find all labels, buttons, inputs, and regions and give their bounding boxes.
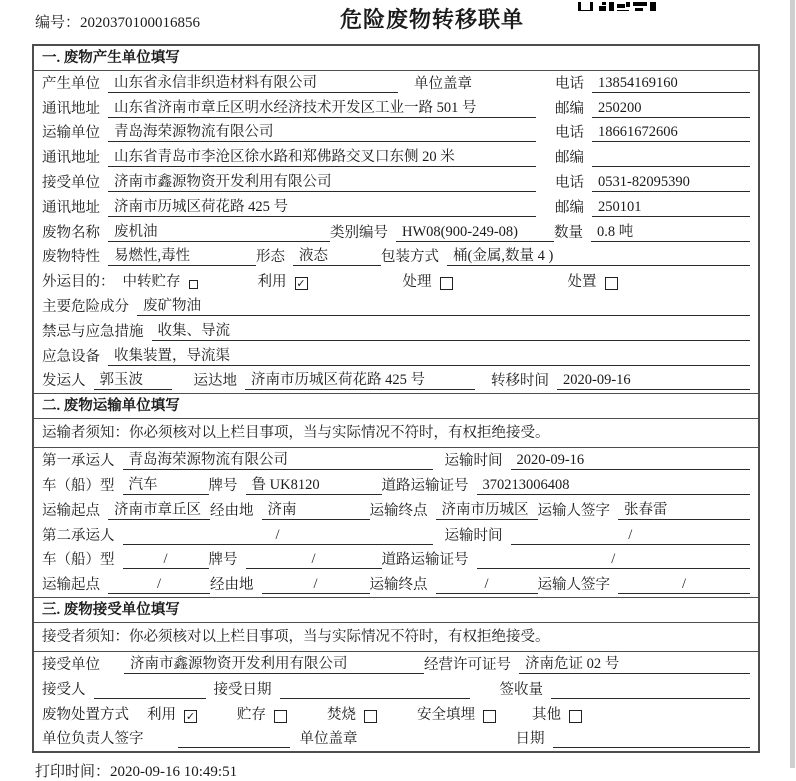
checkbox-unchecked-icon: [274, 710, 287, 723]
field-label: 第二承运人: [42, 527, 115, 544]
field-value: 2020-09-16: [557, 372, 750, 390]
field-label: 贮存: [237, 706, 266, 723]
field-label: 产生单位: [42, 75, 100, 92]
field-label: 经由地: [210, 577, 254, 594]
field-label: 单位盖章: [414, 75, 472, 92]
field-label: 运输人签字: [537, 577, 610, 594]
checkbox-checked-icon: ✓: [185, 709, 196, 723]
field-label: 禁忌与应急措施: [42, 323, 144, 340]
field-value: [178, 730, 290, 748]
field-label: 利用: [147, 706, 176, 723]
form-row: [34, 498, 758, 523]
field-value: 汽车: [123, 473, 209, 495]
field-label: 数量: [554, 224, 583, 241]
field-value: /: [123, 527, 433, 545]
field-value: /: [477, 551, 751, 569]
field-label: 牌号: [208, 477, 238, 494]
field-label: 类别编号: [330, 224, 388, 241]
field-value: 0.8 吨: [591, 220, 750, 242]
form-row: [34, 727, 758, 752]
field-label: 安全填埋: [417, 706, 475, 723]
form-row: [34, 269, 758, 294]
field-value: 收集装置，导流渠: [108, 344, 750, 366]
field-value: /: [436, 576, 538, 594]
field-value: 济南市历城区荷花路 425 号: [108, 195, 536, 217]
form-row: [34, 294, 758, 319]
field-value: 青岛海荣源物流有限公司: [108, 120, 536, 142]
page-edge: [790, 0, 795, 768]
field-label: 通讯地址: [42, 150, 100, 167]
field-label: 接受单位: [42, 656, 100, 673]
serial-value: 2020370100016856: [80, 15, 201, 31]
qr-code-fragment-icon: [578, 0, 656, 11]
field-label: 邮编: [555, 199, 584, 216]
field-value: 废矿物油: [137, 294, 750, 316]
print-time-value: 2020-09-16 10:49:51: [110, 764, 238, 781]
field-value: /: [123, 551, 209, 569]
field-value: 18661672606: [592, 124, 750, 142]
field-label: 车（船）型: [42, 477, 115, 494]
field-label: 转移时间: [491, 373, 549, 390]
form-row: [34, 369, 758, 394]
field-label: 第一承运人: [42, 453, 115, 470]
field-label: 废物处置方式: [42, 706, 129, 723]
field-label: 接受单位: [42, 174, 100, 191]
field-label: 其他: [532, 706, 561, 723]
field-label: 签收量: [499, 681, 543, 698]
field-value: /: [618, 576, 750, 594]
field-label: 运达地: [193, 373, 237, 390]
form-row: [34, 652, 758, 677]
form-row: [34, 245, 758, 270]
field-label: 牌号: [208, 552, 238, 569]
checkbox-unchecked-icon: [189, 280, 198, 289]
form-row: [34, 548, 758, 573]
field-value: /: [108, 576, 210, 594]
checkbox-unchecked-icon: [364, 710, 377, 723]
form-row: [34, 523, 758, 548]
field-label: 通讯地址: [42, 199, 100, 216]
serial-label: 编号：: [35, 15, 81, 31]
field-label: 运输时间: [444, 453, 503, 470]
field-value: 济南: [262, 498, 370, 520]
field-value: [553, 730, 751, 748]
field-value: 370213006408: [477, 477, 751, 495]
form-row: [34, 195, 758, 220]
field-label: 利用: [257, 274, 287, 291]
field-value: [551, 681, 750, 699]
form-row: [34, 702, 758, 727]
field-value: /: [511, 527, 751, 545]
field-label: 废物名称: [42, 224, 100, 241]
field-value: 250101: [592, 199, 750, 217]
field-value: 济南市鑫源物资开发利用有限公司: [108, 170, 536, 192]
print-time-label: 打印时间：: [35, 764, 111, 781]
field-value: 济南市历城区: [436, 498, 538, 520]
field-label: 接受人: [42, 681, 86, 698]
field-label: 邮编: [555, 150, 584, 167]
field-value: 250200: [592, 100, 750, 118]
field-label: 道路运输证号: [381, 552, 469, 569]
field-value: [592, 149, 750, 167]
field-value: 济南市历城区荷花路 425 号: [245, 368, 475, 390]
field-label: 处理: [402, 274, 432, 291]
field-value: /: [262, 576, 370, 594]
page-header: [0, 0, 796, 44]
checkbox-unchecked-icon: [483, 710, 496, 723]
field-label: 运输终点: [369, 577, 428, 594]
section-heading: 三. 废物接受单位填写: [34, 597, 758, 623]
field-label: 道路运输证号: [381, 477, 469, 494]
form-row: [34, 170, 758, 195]
form-row: [34, 473, 758, 498]
transfer-manifest-form: [32, 44, 760, 753]
form-row: [34, 448, 758, 473]
field-value: 13854169160: [592, 75, 750, 93]
field-label: 中转贮存: [122, 274, 181, 291]
field-label: 车（船）型: [42, 552, 115, 569]
field-label: 包装方式: [381, 249, 439, 266]
field-label: 废物特性: [42, 249, 100, 266]
field-value: 鲁 UK8120: [246, 473, 382, 495]
field-value: /: [246, 551, 382, 569]
section-heading: 一. 废物产生单位填写: [34, 46, 758, 71]
field-label: 经营许可证号: [424, 656, 511, 673]
field-label: 电话: [555, 125, 584, 142]
field-label: 焚烧: [327, 706, 356, 723]
field-value: HW08(900-249-08): [396, 224, 554, 242]
field-label: 运输单位: [42, 125, 100, 142]
form-row: [34, 71, 758, 96]
field-label: 形态: [256, 249, 285, 266]
field-label: 应急设备: [42, 348, 100, 365]
field-label: 接受日期: [213, 681, 272, 698]
field-label: 发运人: [42, 373, 86, 390]
field-label: 运输起点: [42, 577, 100, 594]
field-value: 桶(金属,数量 4 ): [447, 244, 750, 266]
form-row: [34, 677, 758, 702]
form-row: [34, 96, 758, 121]
field-label: 通讯地址: [42, 100, 100, 117]
field-label: 经由地: [210, 502, 254, 519]
field-label: 单位盖章: [299, 731, 358, 748]
field-label: 处置: [567, 274, 597, 291]
field-label: 电话: [555, 174, 584, 191]
page-title: 危险废物转移联单: [339, 7, 524, 32]
field-value: [94, 681, 206, 699]
checkbox-unchecked-icon: [569, 710, 582, 723]
checkbox-checked-icon: ✓: [296, 277, 306, 291]
print-timestamp: [35, 760, 796, 781]
field-value: 济南市章丘区: [108, 498, 210, 520]
field-value: 青岛海荣源物流有限公司: [123, 448, 433, 470]
checkbox-unchecked-icon: [440, 277, 453, 290]
field-value: 张春雷: [618, 498, 750, 520]
field-value: 济南市鑫源物资开发利用有限公司: [124, 652, 424, 674]
field-value: [280, 681, 470, 699]
section-notice: 运输者须知：你必须核对以上栏目事项，当与实际情况不符时，有权拒绝接受。: [34, 419, 758, 448]
field-label: 运输起点: [42, 502, 100, 519]
form-row: [34, 145, 758, 170]
field-value: 废机油: [108, 220, 330, 242]
field-label: 运输终点: [369, 502, 428, 519]
form-row: [34, 220, 758, 245]
field-label: 外运目的：: [42, 274, 115, 291]
field-value: 易燃性,毒性: [108, 244, 256, 266]
field-label: 邮编: [555, 100, 584, 117]
checkbox-unchecked-icon: [605, 277, 618, 290]
field-label: 电话: [555, 75, 584, 92]
form-row: [34, 572, 758, 597]
section-notice: 接受者须知：你必须核对以上栏目事项，当与实际情况不符时，有权拒绝接受。: [34, 623, 758, 652]
field-value: 山东省济南市章丘区明水经济技术开发区工业一路 501 号: [108, 96, 536, 118]
field-value: 郭玉波: [94, 368, 172, 390]
form-row: [34, 319, 758, 344]
section-heading: 二. 废物运输单位填写: [34, 393, 758, 419]
field-value: 收集、导流: [152, 319, 751, 341]
field-label: 运输时间: [444, 527, 503, 544]
field-value: 济南危证 02 号: [519, 652, 750, 674]
field-value: 山东省青岛市李沧区徐水路和郑佛路交叉口东侧 20 米: [108, 145, 536, 167]
field-value: 液态: [293, 244, 381, 266]
field-label: 主要危险成分: [42, 298, 129, 315]
field-value: 山东省永信非织造材料有限公司: [108, 71, 398, 93]
field-value: 2020-09-16: [511, 452, 751, 470]
form-row: [34, 344, 758, 369]
form-row: [34, 121, 758, 146]
field-value: 0531-82095390: [592, 174, 750, 192]
field-label: 日期: [515, 731, 545, 748]
field-label: 单位负责人签字: [42, 731, 144, 748]
field-label: 运输人签字: [537, 502, 610, 519]
